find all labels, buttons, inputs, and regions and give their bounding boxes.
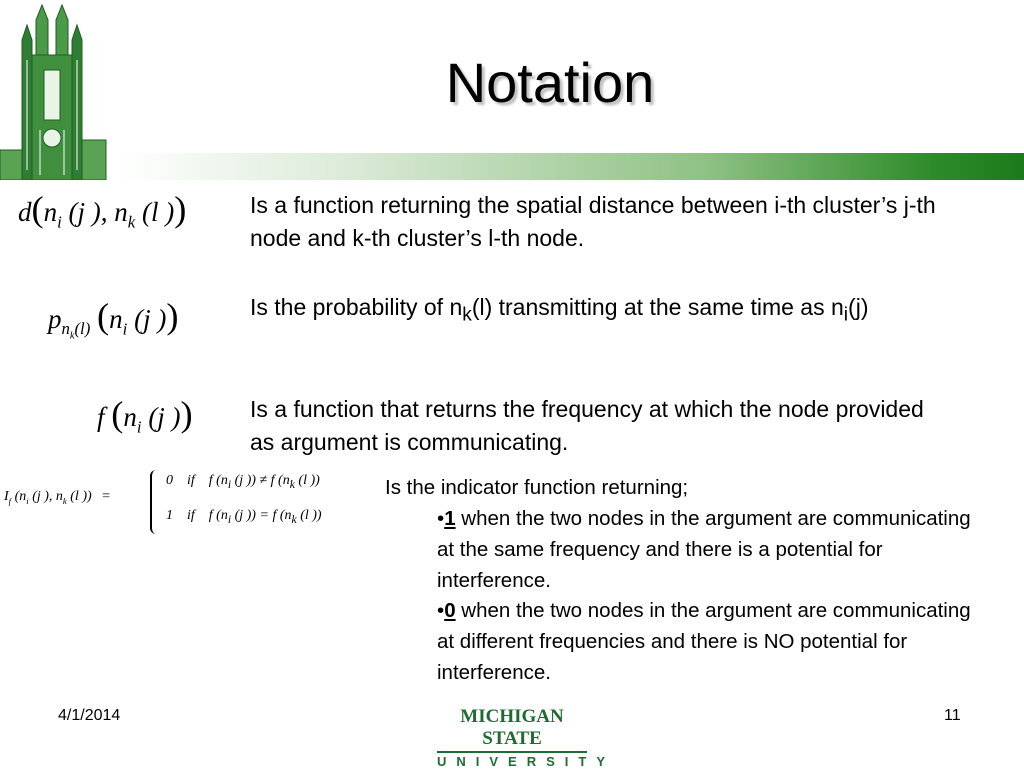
formula-probability: $p_{n_k(l)}$ ($n_i$ (j )) [48,296,179,342]
probability-text-suffix: (j) [848,294,869,320]
header-gradient-bar [118,153,1024,180]
description-distance: Is a function returning the spatial distance between i-th cluster’s j-th node and k-th cluster’s l-th node. [250,192,936,251]
indicator-case-zero: 0 if f ($n_i$ (j )) ≠ f ($n_k$ (l )) [166,473,320,491]
bullet-zero-value: 0 [444,599,456,622]
beaumont-tower-illustration [0,0,120,180]
description-indicator: Is the indicator function returning; [385,476,689,499]
case-zero-value: 0 [166,473,173,488]
case-zero-relation: ≠ [259,473,268,488]
slide-date: 4/1/2014 [58,707,121,724]
indicator-case-one: 1 if f ($n_i$ (j )) = f ($n_k$ (l )) [166,508,322,526]
bullet-one-text: when the two nodes in the argument are communicating at the same frequency and there is a potential for interference. [437,507,971,592]
case-one-value: 1 [166,508,173,523]
msu-logo [437,706,616,770]
probability-text-prefix: Is the probability of n [250,294,463,320]
formula-frequency: f ($n_i$ (j )) [97,394,193,437]
slide-title: Notation [445,51,655,114]
logo-divider [437,751,587,753]
description-probability [250,291,950,332]
case-one-if: if [187,508,195,523]
bullet-one-value: 1 [444,507,456,530]
bullet-zero-text: when the two nodes in the argument are communicating at different frequencies and there is NO potential for interference. [437,599,971,684]
formula-distance: $d(n_i$ (j ), $n_k$ (l )) [18,189,187,232]
page-number: 11 [944,707,961,724]
case-one-relation: = [259,508,269,523]
subscript-k: k [462,304,472,326]
case-zero-if: if [187,473,195,488]
cases-brace [150,470,162,534]
logo-line-1: MICHIGAN STATE [460,706,564,749]
bullet-one: •1 when the two nodes in the argument are communicating at the same frequency and there is a potential for interference. [437,507,971,592]
description-frequency: Is a function that returns the frequency at which the node provided as argument is communicating. [250,396,924,455]
probability-text-middle: (l) transmitting at the same time as n [471,294,844,320]
bullet-zero: •0 when the two nodes in the argument are communicating at different frequencies and there is NO potential for interference. [437,599,971,684]
subscript-i: i [843,304,849,326]
logo-line-2: UNIVERSITY [437,754,616,769]
formula-indicator: $I_f$ ($n_i$ (j ), $n_k$ (l )) = [4,489,111,506]
